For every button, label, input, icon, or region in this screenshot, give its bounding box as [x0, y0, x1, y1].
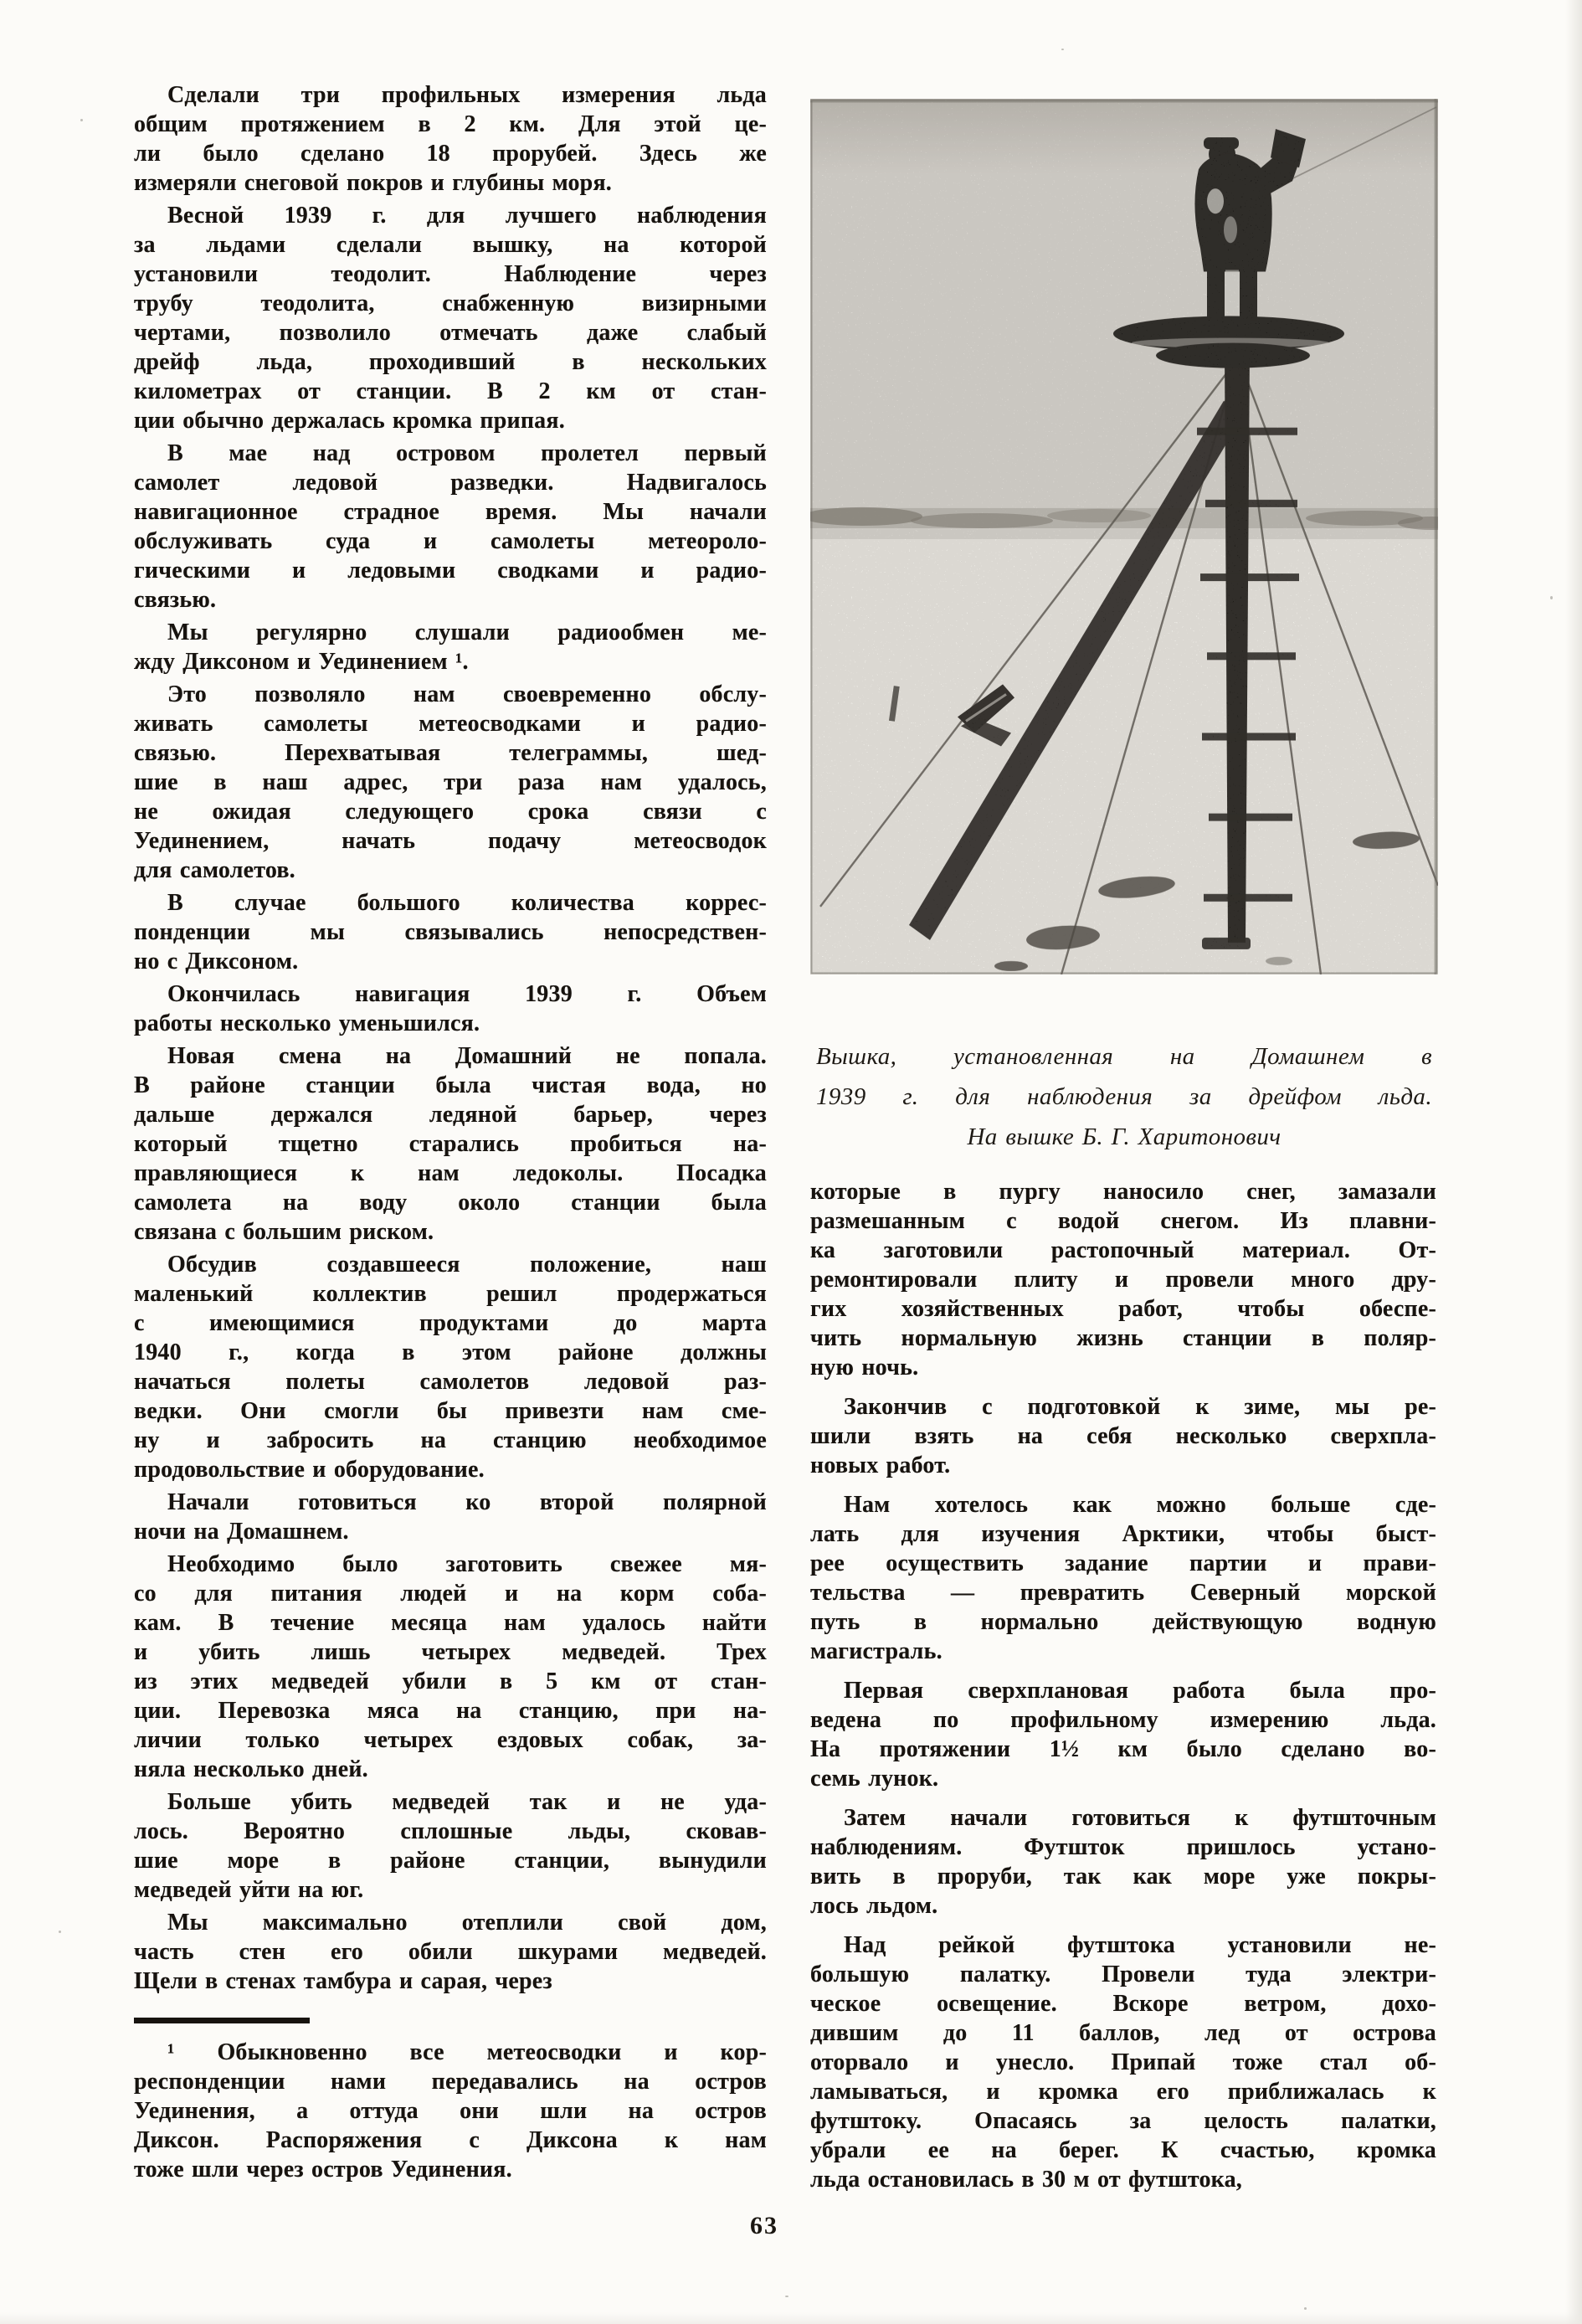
text-line: маленький коллектив решил продержаться [134, 1281, 767, 1307]
paragraph [810, 1392, 1436, 1480]
text-line: На вышке Б. Г. Харитонович [967, 1123, 1282, 1150]
text-line: путь в нормально действующую водную [810, 1609, 1436, 1635]
text-line: большую палатку. Провели туда электри- [810, 1962, 1436, 1987]
text-line: шили взять на себя несколько сверхпла- [810, 1423, 1436, 1449]
text-line: связана с большим риском. [134, 1219, 434, 1245]
text-line: Начали готовиться ко второй полярной [167, 1489, 767, 1515]
text-line: навигационное страдное время. Мы начали [134, 499, 767, 525]
text-line: Закончив с подготовкой к зиме, мы ре- [844, 1394, 1436, 1420]
text-line: ка заготовили растопочный материал. От- [810, 1237, 1436, 1263]
text-line: трубу теодолита, снабженную визирными [134, 290, 767, 316]
scan-speckle [785, 2296, 788, 2297]
text-line: для самолетов. [134, 857, 295, 883]
text-line: с имеющимися продуктами до марта [134, 1310, 767, 1336]
text-line: В мае над островом пролетел первый [167, 440, 767, 466]
text-line: На протяжении 1½ км было сделано во- [810, 1736, 1436, 1762]
text-line: тоже шли через остров Уединения. [134, 2157, 512, 2183]
text-line: Новая смена на Домашний не попала. [167, 1043, 767, 1069]
text-line: няла несколько дней. [134, 1756, 368, 1782]
text-line: Окончилась навигация 1939 г. Объем [167, 981, 767, 1007]
text-line: ламываться, и кромка его приближалась к [810, 2079, 1436, 2105]
scan-speckle [59, 1931, 61, 1933]
text-line: установили теодолит. Наблюдение через [134, 261, 767, 287]
text-line: обслуживать суда и самолеты метеороло- [134, 528, 767, 554]
text-line: дрейф льда, проходивший в нескольких [134, 349, 767, 375]
text-line: которые в пургу наносило снег, замазали [810, 1179, 1436, 1205]
text-line: льда остановилась в 30 м от футштока, [810, 2167, 1242, 2193]
text-line: наблюдениям. Футшток пришлось устано- [810, 1834, 1436, 1860]
text-line: со для питания людей и на корм соба- [134, 1581, 767, 1607]
scan-speckle [1304, 2307, 1307, 2310]
text-line: Весной 1939 г. для лучшего наблюдения [167, 203, 767, 229]
paragraph [134, 201, 767, 435]
paragraph [810, 1931, 1436, 2194]
text-line: Диксон. Распоряжения с Диксона к нам [134, 2127, 767, 2153]
text-line: Нам хотелось как можно больше сде- [844, 1492, 1436, 1518]
text-line: понденции мы связывались непосредствен- [134, 919, 767, 945]
text-line: Уединением, начать подачу метеосводок [134, 828, 767, 854]
text-line: ¹ Обыкновенно все метеосводки и кор- [167, 2039, 767, 2065]
paragraph [134, 1550, 767, 1784]
text-line: В случае большого количества коррес- [167, 890, 767, 916]
text-line: который тщетно старались пробиться на- [134, 1131, 767, 1157]
text-line: лось. Вероятно сплошные льды, сковав- [134, 1818, 767, 1844]
text-line: дальше держался ледяной барьер, через [134, 1102, 767, 1128]
text-line: 1940 г., когда в этом районе должны [134, 1339, 767, 1365]
text-line: ную ночь. [810, 1355, 919, 1381]
text-line: начаться полеты самолетов ледовой раз- [134, 1369, 767, 1395]
text-line: ции. Перевозка мяса на станцию, при на- [134, 1698, 767, 1724]
footnote [134, 2018, 767, 2184]
film-grain [810, 99, 1438, 974]
text-line: ведена по профильному измерению льда. [810, 1707, 1436, 1733]
text-line: Уединения, а оттуда они шли на остров [134, 2098, 767, 2124]
text-line: Обсудив создавшееся положение, наш [167, 1252, 767, 1278]
paragraph [134, 1488, 767, 1546]
text-line: тельства — превратить Северный морской [810, 1580, 1436, 1606]
text-line: ции обычно держалась кромка припая. [134, 408, 565, 434]
text-line: размешанным с водой снегом. Из плавни- [810, 1208, 1436, 1234]
text-line: Мы максимально отеплили свой дом, [167, 1910, 767, 1936]
paragraph [134, 618, 767, 676]
text-line: дившим до 11 баллов, лед от острова [810, 2020, 1436, 2046]
paragraph [134, 979, 767, 1038]
text-line: ночи на Домашнем. [134, 1519, 349, 1545]
footnote-rule [134, 2018, 310, 2023]
text-line: Первая сверхплановая работа была про- [844, 1678, 1436, 1704]
left-text-column [134, 80, 767, 1999]
paragraph [134, 2038, 767, 2184]
text-line: но с Диксоном. [134, 949, 299, 974]
text-line: живать самолеты метеосводками и радио- [134, 711, 767, 737]
text-line: правляющиеся к нам ледоколы. Посадка [134, 1160, 767, 1186]
text-line: жду Диксоном и Уединением ¹. [134, 649, 469, 675]
text-line: Необходимо было заготовить свежее мя- [167, 1551, 767, 1577]
text-line: семь лунок. [810, 1766, 939, 1792]
text-line: связью. [134, 587, 217, 613]
paragraph [134, 80, 767, 198]
text-line: ну и забросить на станцию необходимое [134, 1427, 767, 1453]
text-line: часть стен его обили шкурами медведей. [134, 1939, 767, 1965]
text-line: Больше убить медведей так и не уда- [167, 1789, 767, 1815]
text-line: измеряли снеговой покров и глубины моря. [134, 170, 612, 196]
text-line: километрах от станции. В 2 км от стан- [134, 378, 767, 404]
paragraph [134, 1250, 767, 1484]
text-line: связью. Перехватывая телеграммы, шед- [134, 740, 767, 766]
text-line: общим протяжением в 2 км. Для этой це- [134, 111, 767, 137]
text-line: продовольствие и оборудование. [134, 1457, 485, 1483]
right-text-column [810, 1177, 1436, 2204]
paragraph [134, 1787, 767, 1905]
photo-caption [816, 1036, 1432, 1157]
text-line: ремонтировали плиту и провели много дру- [810, 1267, 1436, 1293]
text-line: ведки. Они смогли бы привезти нам сме- [134, 1398, 767, 1424]
halftone-photo [810, 99, 1438, 974]
footnote-text [134, 2038, 767, 2184]
text-line: шие в наш адрес, три раза нам удалось, [134, 769, 767, 795]
text-line: личии только четырех ездовых собак, за- [134, 1727, 767, 1753]
text-line: магистраль. [810, 1638, 943, 1664]
text-line: не ожидая следующего срока связи с [134, 799, 767, 825]
paragraph [810, 1676, 1436, 1793]
paragraph [134, 439, 767, 614]
text-line: самолет ледовой разведки. Надвигалось [134, 470, 767, 496]
text-line: Вышка, установленная на Домашнем в [816, 1043, 1432, 1070]
text-line: гих хозяйственных работ, чтобы обеспе- [810, 1296, 1436, 1322]
text-line: гическими и ледовыми сводками и радио- [134, 558, 767, 584]
paragraph [810, 1490, 1436, 1666]
scan-speckle [1061, 49, 1064, 50]
text-line: 1939 г. для наблюдения за дрейфом льда. [816, 1083, 1432, 1110]
paragraph [134, 1908, 767, 1996]
paragraph [134, 680, 767, 885]
scan-speckle [1550, 596, 1553, 599]
text-line: чить нормальную жизнь станции в поляр- [810, 1325, 1436, 1351]
text-line: футштоку. Опасаясь за целость палатки, [810, 2108, 1436, 2134]
text-line: самолета на воду около станции была [134, 1190, 767, 1216]
text-line: медведей уйти на юг. [134, 1877, 364, 1903]
text-line: убрали ее на берег. К счастью, кромка [810, 2137, 1436, 2163]
text-line: лать для изучения Арктики, чтобы быст- [810, 1521, 1436, 1547]
text-line: В районе станции была чистая вода, но [134, 1072, 767, 1098]
text-line: респонденции нами передавались на остров [134, 2069, 767, 2095]
text-line: ческое освещение. Вскоре ветром, дохо- [810, 1991, 1436, 2017]
text-line: чертами, позволило отмечать даже слабый [134, 320, 767, 346]
text-line: Это позволяло нам своевременно обслу- [167, 681, 767, 707]
text-line: Мы регулярно слушали радиообмен ме- [167, 620, 767, 645]
scan-edge-shadow-right [1565, 0, 1582, 2324]
scan-speckle [80, 119, 83, 121]
scan-edge-shadow-bottom [0, 2312, 1582, 2324]
paragraph [816, 1036, 1432, 1157]
text-line: Над рейкой футштока установили не- [844, 1932, 1436, 1958]
text-line: рее осуществить задание партии и прави- [810, 1550, 1436, 1576]
text-line: Сделали три профильных измерения льда [167, 82, 767, 108]
text-line: ли было сделано 18 прорубей. Здесь же [134, 141, 767, 167]
paragraph [810, 1803, 1436, 1920]
text-line: оторвало и унесло. Припай тоже стал об- [810, 2049, 1436, 2075]
paragraph [134, 888, 767, 976]
text-line: лось льдом. [810, 1893, 938, 1919]
text-line: кам. В течение месяца нам удалось найти [134, 1610, 767, 1636]
text-line: Затем начали готовиться к футшточным [844, 1805, 1436, 1831]
text-line: и убить лишь четырех медведей. Трех [134, 1639, 767, 1665]
text-line: из этих медведей убили в 5 км от стан- [134, 1668, 767, 1694]
text-line: шие море в районе станции, вынудили [134, 1848, 767, 1874]
paragraph [810, 1177, 1436, 1382]
text-line: новых работ. [810, 1452, 951, 1478]
photo-observation-tower [810, 99, 1438, 974]
page-number: 63 [750, 2212, 778, 2239]
text-line: работы несколько уменьшился. [134, 1010, 480, 1036]
text-line: Щели в стенах тамбура и сарая, через [134, 1968, 552, 1994]
text-line: за льдами сделали вышку, на которой [134, 232, 767, 258]
paragraph [134, 1041, 767, 1247]
text-line: вить в проруби, так как море уже покры- [810, 1864, 1436, 1890]
